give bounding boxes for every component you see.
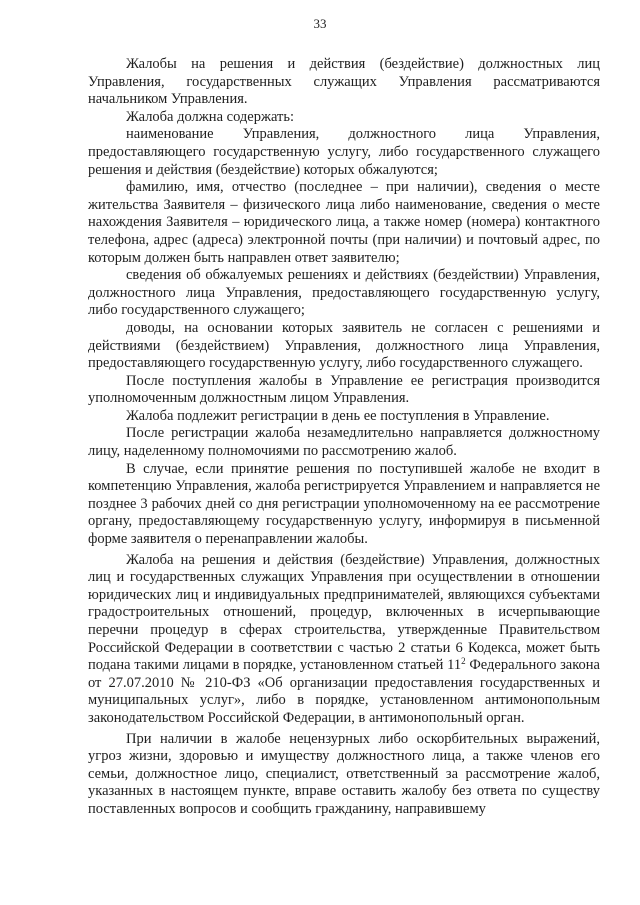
paragraph-text: Федерального закона от 27.07.2010 № 210-ФЗ «Об организации предоставления государственных и муниципальных услуг», либо в порядке, установленном антимонопольным законодательством Российской Федерации, в антимонопольный орган. xyxy=(88,657,600,726)
paragraph: Жалоба должна содержать: xyxy=(126,108,295,125)
paragraph: В случае, если принятие решения по поступившей жалобе не входит в компетенцию Управления, жалоба регистрируется Управлением и направляется не позднее 3 рабочих дней со дня регистрации уполномоченному на ее рассмотрение органу, предоставляющему государственную услугу, информируя в письменной форме заявителя о перенаправлении жалобы. xyxy=(88,460,600,548)
paragraph: После поступления жалобы в Управление ее регистрация производится уполномоченным должностным лицом Управления. xyxy=(88,372,600,407)
paragraph: После регистрации жалоба незамедлительно направляется должностному лицу, наделенному полномочиями по рассмотрению жалоб. xyxy=(88,425,600,460)
paragraph: сведения об обжалуемых решениях и действиях (бездействии) Управления, должностного лица Управления, предоставляющего государственную услугу, либо государственного служащего; xyxy=(88,267,600,319)
document-body xyxy=(88,56,600,819)
paragraph-text: Жалоба на решения и действия (бездействие) Управления, должностных лиц и государственных служащих Управления при осуществлении в отношении юридических лиц и индивидуальных предпринимателей, являющихся субъектами градостроительных отношений, процедур, включенных в исчерпывающие перечни процедур в сферах строительства, утвержденные Правительством Российской Федерации в соответствии с частью 2 статьи 6 Кодекса, может быть подана такими лицами в порядке, установленном статьей 11 xyxy=(88,551,600,674)
paragraph: наименование Управления, должностного лица Управления, предоставляющего государственную услугу, либо государственного служащего решения и действия (бездействие) которых обжалуются; xyxy=(88,126,600,178)
paragraph-offensive-content: При наличии в жалобе нецензурных либо оскорбительных выражений, угроз жизни, здоровью и имуществу должностного лица, а также членов его семьи, должностное лицо, специалист, ответственный за рассмотрение жалоб, указанных в настоящем пункте, вправе оставить жалобу без ответа по существу поставленных вопросов и сообщить гражданину, направившему xyxy=(88,730,600,817)
paragraph: фамилию, имя, отчество (последнее – при наличии), сведения о месте жительства Заявителя – физического лица либо наименование, сведения о месте нахождения Заявителя – юридического лица, а также номер (номера) контактного телефона, адрес (адреса) электронной почты (при наличии) и почтовый адрес, по которым должен быть направлен ответ заявителю; xyxy=(88,179,600,266)
paragraph: Жалобы на решения и действия (бездействие) должностных лиц Управления, государственных служащих Управления рассматриваются начальником Управления. xyxy=(88,56,600,108)
paragraph-antimonopoly xyxy=(88,552,600,728)
paragraph: Жалоба подлежит регистрации в день ее поступления в Управление. xyxy=(126,407,550,424)
page-number: 33 xyxy=(313,16,327,31)
paragraph: доводы, на основании которых заявитель не согласен с решениями и действиями (бездействием) Управления, должностного лица Управления, предоставляющего государственную услугу, либо государственного служащего. xyxy=(88,319,600,372)
superscript: 2 xyxy=(461,656,466,667)
